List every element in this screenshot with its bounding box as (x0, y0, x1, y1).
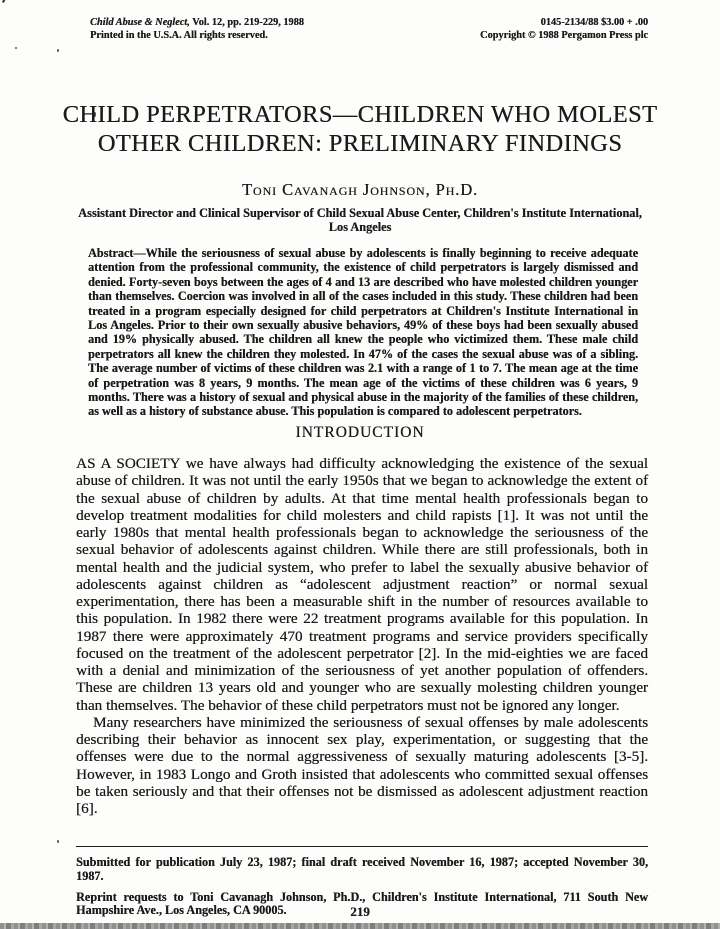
abstract (88, 246, 638, 419)
section-heading-introduction: INTRODUCTION (295, 424, 425, 441)
article-title-line1: CHILD PERPETRATORS—CHILDREN WHO MOLEST (62, 101, 658, 128)
scan-speck (15, 47, 17, 49)
footnote-reprint-requests: Reprint requests to Toni Cavanagh Johnson, Ph.D., Children's Institute International, 711 South New Hampshire Ave., Los Angeles, CA 90005. (76, 889, 648, 918)
author-affiliation (60, 206, 660, 234)
page-number: 219 (350, 904, 370, 919)
introduction-paragraph-2: Many researchers have minimized the seriousness of sexual offenses by male adolescents describing their behavior as innocent sex play, experimentation, or suggesting that the offenses were due to the normal aggressiveness of sexually maturing adolescents [3-5]. However, in 1983 Longo and Groth insisted that adolescents who committed sexual offenses be taken seriously and that their offenses not be dismissed as adolescent adjustment reaction [6]. (76, 713, 648, 817)
scan-speck (57, 49, 59, 52)
journal-volume-info: Vol. 12, pp. 219-229, 1988 (189, 17, 304, 28)
abstract-label: Abstract— (88, 246, 146, 260)
journal-masthead (90, 17, 648, 42)
article-title-line2: OTHER CHILDREN: PRELIMINARY FINDINGS (97, 130, 623, 157)
masthead-right (480, 17, 648, 42)
journal-name: Child Abuse & Neglect, (90, 17, 190, 28)
abstract-text: While the seriousness of sexual abuse by adolescents is finally beginning to receive adequate attention from the professional community, the existence of child perpetrators is largely dismissed and denied. Forty-seven boys between the ages of 4 and 13 are described who have molested children younger than themselves. Coercion was involved in all of the cases included in this study. These children had been treated in a program especially designed for child perpetrators at Children's Institute International in Los Angeles. Prior to their own sexually abusive behaviors, 49% of these boys had been sexually abused and 19% physically abused. The children all knew the people who victimized them. These male child perpetrators all knew the children they molested. In 47% of the cases the sexual abuse was of a sibling. The average number of victims of these children was 2.1 with a range of 1 to 7. The mean age at the time of perpetration was 8 years, 9 months. The mean age of the victims of these children was 6 years, 9 months. There was a history of sexual and physical abuse in the majority of the families of these children, as well as a history of substance abuse. This population is compared to adolescent perpetrators. (88, 246, 638, 419)
footnote-divider (76, 846, 648, 847)
copyright-line: Copyright © 1988 Pergamon Press plc (480, 29, 648, 41)
affiliation-line1: Assistant Director and Clinical Supervisor of Child Sexual Abuse Center, Children's Institute International, (78, 206, 642, 220)
issn-price-line: 0145-2134/88 $3.00 + .00 (540, 17, 648, 28)
printed-line: Printed in the U.S.A. All rights reserved. (90, 29, 268, 41)
article-title (0, 100, 720, 158)
journal-citation-line (90, 17, 304, 30)
footnote-submission: Submitted for publication July 23, 1987; final draft received November 16, 1987; accepted November 30, 1987. (76, 855, 648, 883)
scan-speck (57, 840, 59, 843)
introduction-body (76, 455, 648, 817)
masthead-left (90, 17, 304, 42)
affiliation-line2: Los Angeles (328, 220, 392, 234)
author-name: Toni Cavanagh Johnson, Ph.D. (241, 180, 479, 199)
introduction-paragraph-1: AS A SOCIETY we have always had difficulty acknowledging the existence of the sexual abuse of children. It was not until the early 1950s that we began to acknowledge the extent of the sexual abuse of children by adults. At that time mental health professionals began to develop treatment modalities for child molesters and child rapists [1]. It was not until the early 1980s that mental health professionals began to acknowledge the seriousness of the sexual behavior of adolescents against children. While there are still professionals, both in mental health and the judicial system, who prefer to label the sexually abusive behavior of adolescents against children as “adolescent adjustment reaction” or normal sexual experimentation, there has been a measurable shift in the number of resources available to this population. In 1982 there were 22 treatment programs available for this population. In 1987 there were approximately 470 treatment programs and service providers specifically focused on the treatment of the adolescent perpetrator [2]. In the mid-eighties we are faced with a denial and minimization of the seriousness of yet another population of offenders. These are children 13 years old and younger who are sexually molesting children younger than themselves. The behavior of these child perpetrators must not be ignored any longer. (76, 455, 648, 714)
scan-artifact-stroke (2, 0, 19, 3)
scan-artifact-bottom-edge (0, 923, 720, 929)
